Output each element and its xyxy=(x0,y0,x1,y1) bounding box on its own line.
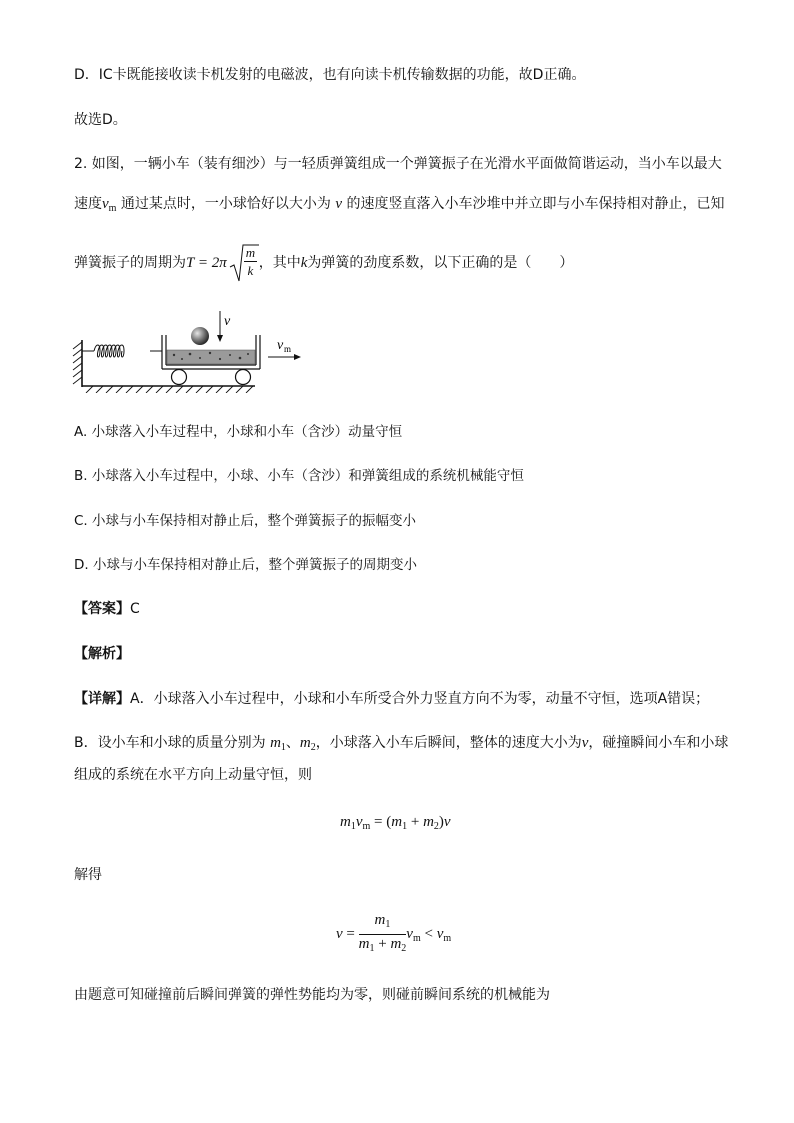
option-b xyxy=(74,467,524,485)
sand xyxy=(167,350,255,364)
option-b-label: B. xyxy=(74,468,88,484)
m2-symbol: m xyxy=(299,735,311,751)
eq1-m1-sub: 1 xyxy=(350,821,356,832)
eq2-den-m1: m xyxy=(358,936,370,952)
m-over-k xyxy=(244,245,257,278)
eq2-v: v xyxy=(336,926,343,942)
question-2-line2 xyxy=(74,195,724,218)
spring xyxy=(82,345,162,357)
eq2-den-plus: + xyxy=(378,936,387,952)
eq2-num-m: m xyxy=(374,912,386,928)
eq1-m2: m xyxy=(423,814,434,830)
solve-label: 解得 xyxy=(74,867,102,883)
eq2-num-sub: 1 xyxy=(385,919,391,930)
eq2-den-m2: m xyxy=(390,936,402,952)
q2-line3-b: ，其中 xyxy=(258,255,301,271)
detail-tag: 【详解】 xyxy=(74,691,130,707)
answer-line xyxy=(74,600,140,618)
eq2-vm2-sub: m xyxy=(443,932,452,944)
eq1-v-rhs: v xyxy=(443,814,451,830)
eq1-plus: + xyxy=(410,814,420,830)
option-d-label: D. xyxy=(74,557,89,573)
detail-b1-a: B．设小车和小球的质量分别为 xyxy=(74,735,266,751)
option-c xyxy=(74,512,416,530)
v-label: v xyxy=(224,314,231,329)
detail-b1-d: ，碰撞瞬间小车和小球 xyxy=(588,735,729,751)
spring-cart-figure xyxy=(70,305,310,393)
ground-hatch xyxy=(86,386,253,393)
sqrt-formula xyxy=(229,243,259,283)
eq1-lparen: ( xyxy=(386,814,392,830)
symbol-m-sub: m xyxy=(108,203,117,214)
vm-arrow-head xyxy=(294,354,301,360)
option-b-text: 小球落入小车过程中，小球、小车（含沙）和弹簧组成的系统机械能守恒 xyxy=(91,468,524,484)
eq2-denominator xyxy=(359,935,407,957)
eq1-rparen: ) xyxy=(438,814,444,830)
q2-line2-b: 通过某点时，一小球恰好以大小为 xyxy=(120,196,331,212)
vm-sub: m xyxy=(284,344,292,354)
detail-last: 由题意可知碰撞前后瞬间弹簧的弹性势能均为零，则碰前瞬间系统的机械能为 xyxy=(74,987,550,1003)
eq1-m1b-sub: 1 xyxy=(402,821,408,832)
question-2-line3 xyxy=(74,243,573,283)
q2-line3-c: 为弹簧的劲度系数，以下正确的是（ ） xyxy=(307,255,574,271)
frac-m: m xyxy=(245,245,256,260)
v-symbol: v xyxy=(581,735,589,751)
option-a xyxy=(74,423,402,441)
wheel-left xyxy=(172,370,187,385)
momentum-equation xyxy=(340,814,451,832)
eq1-m1b: m xyxy=(391,814,403,830)
detail-a xyxy=(74,690,709,708)
prev-option-d: D．IC卡既能接收读卡机发射的电磁波，也有向读卡机传输数据的功能，故D正确。 xyxy=(74,67,586,83)
q2-line3-a: 弹簧振子的周期为 xyxy=(74,255,186,271)
option-a-text: 小球落入小车过程中，小球和小车（含沙）动量守恒 xyxy=(91,424,403,440)
symbol-k: k xyxy=(300,255,308,271)
option-c-text: 小球与小车保持相对静止后，整个弹簧振子的振幅变小 xyxy=(92,513,417,529)
eq1-v: v xyxy=(355,814,363,830)
symbol-v-ball: v xyxy=(335,196,343,212)
eq2-den-m1-sub: 1 xyxy=(369,943,375,954)
v-arrow-head xyxy=(217,335,223,342)
detail-b1-b: 、 xyxy=(285,735,300,751)
detail-b-line2: 组成的系统在水平方向上动量守恒，则 xyxy=(74,767,312,783)
eq2-den-m2-sub: 2 xyxy=(401,943,407,954)
eq2-vm: v xyxy=(406,925,413,942)
eq2-lt: < xyxy=(424,925,433,942)
detail-a-text: A．小球落入小车过程中，小球和小车所受合外力竖直方向不为零，动量不守恒，选项A错误； xyxy=(130,691,710,707)
symbol-v: v xyxy=(102,196,109,212)
answer-tag: 【答案】 xyxy=(74,601,130,617)
detail-b-line1 xyxy=(74,734,728,757)
option-d xyxy=(74,556,417,574)
analysis-tag: 【解析】 xyxy=(74,646,130,662)
period-formula: T = 2π xyxy=(186,255,227,271)
option-a-label: A. xyxy=(74,424,88,440)
eq2-vm-sub: m xyxy=(412,932,421,944)
wall-hatch xyxy=(73,342,82,384)
eq2-equals: = xyxy=(346,926,355,942)
eq1-v-sub: m xyxy=(362,821,371,832)
option-c-label: C. xyxy=(74,513,88,529)
velocity-equation xyxy=(336,912,451,957)
eq2-vm2: v xyxy=(436,925,444,942)
q2-line2-c: 的速度竖直落入小车沙堆中并立即与小车保持相对静止，已知 xyxy=(346,196,725,212)
q2-line2-a: 速度 xyxy=(74,196,102,212)
eq2-fraction xyxy=(359,912,407,957)
option-d-text: 小球与小车保持相对静止后，整个弹簧振子的周期变小 xyxy=(92,557,417,573)
prev-choice: 故选D。 xyxy=(74,112,127,128)
eq1-m2-sub: 2 xyxy=(433,821,439,832)
vm-label: v xyxy=(277,338,284,353)
eq1-m1: m xyxy=(340,814,351,830)
eq2-numerator xyxy=(359,912,407,935)
frac-k: k xyxy=(247,263,254,278)
wheel-right xyxy=(236,370,251,385)
m2-sub: 2 xyxy=(310,742,316,753)
question-2-line1: 2. 如图，一辆小车（装有细沙）与一轻质弹簧组成一个弹簧振子在光滑水平面做简谐运动，当小车以最大 xyxy=(74,156,722,172)
m1-symbol: m xyxy=(270,735,281,751)
eq1-equals: = xyxy=(374,814,383,830)
answer-value: C xyxy=(130,601,140,617)
m1-sub: 1 xyxy=(280,742,286,753)
ball xyxy=(191,327,209,345)
detail-b1-c: ，小球落入小车后瞬间，整体的速度大小为 xyxy=(315,735,582,751)
